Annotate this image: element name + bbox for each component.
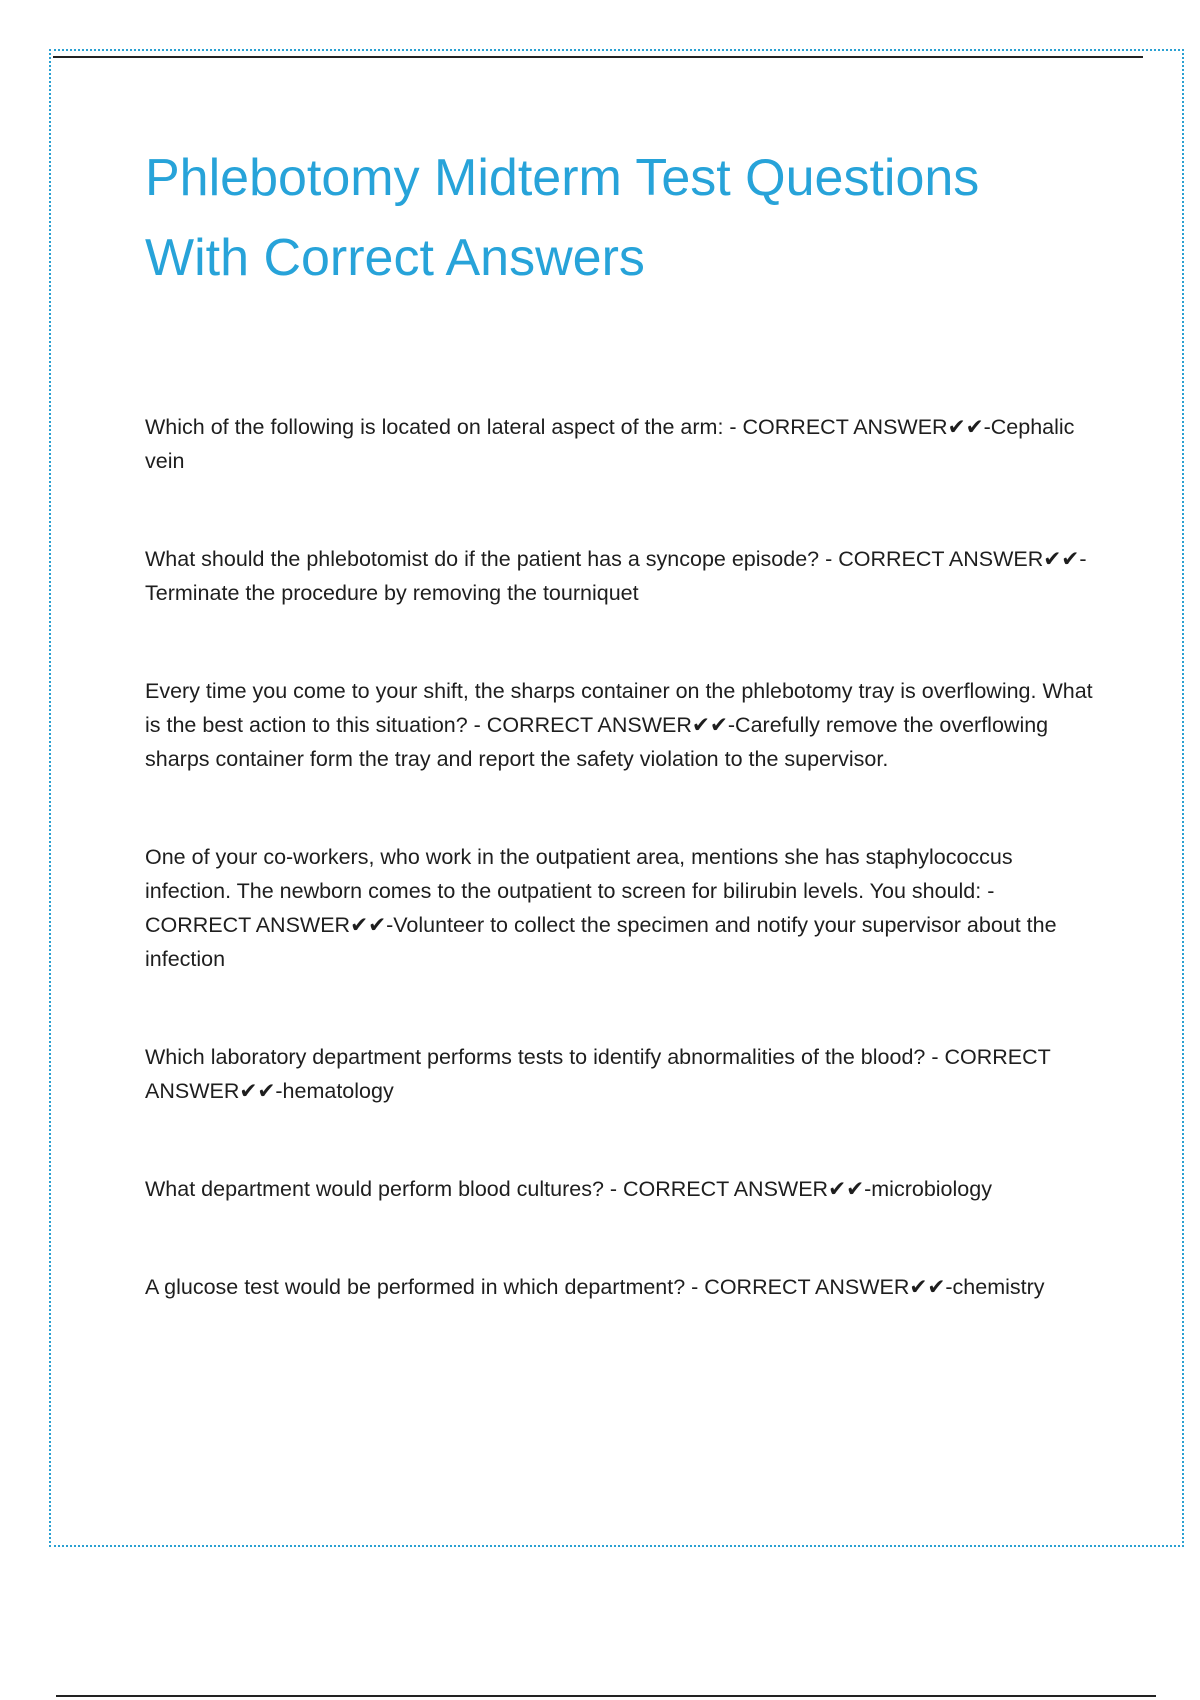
title-line-2: With Correct Answers <box>145 229 645 287</box>
question-item: Which laboratory department performs tests to identify abnormalities of the blood? - CORRECT ANSWER✔✔-hematology <box>145 1045 1051 1103</box>
header-rule <box>53 56 1143 58</box>
question-item: What department would perform blood cultures? - CORRECT ANSWER✔✔-microbiology <box>145 1177 992 1201</box>
title-line-1: Phlebotomy Midterm Test Questions <box>145 149 980 207</box>
footer-rule <box>56 1695 1156 1697</box>
question-list <box>145 410 1095 1304</box>
question-item: One of your co-workers, who work in the outpatient area, mentions she has staphylococcus infection. The newborn comes to the outpatient to screen for bilirubin levels. You should: - CORRECT ANSWER✔✔-Volunteer to collect the specimen and notify your supervisor about the infection <box>145 845 1057 971</box>
question-item: Every time you come to your shift, the sharps container on the phlebotomy tray is overflowing. What is the best action to this situation? - CORRECT ANSWER✔✔-Carefully remove the overflowing sharps container form the tray and report the safety violation to the supervisor. <box>145 679 1093 771</box>
question-item: Which of the following is located on lateral aspect of the arm: - CORRECT ANSWER✔✔-Cephalic vein <box>145 415 1075 473</box>
question-item: A glucose test would be performed in which department? - CORRECT ANSWER✔✔-chemistry <box>145 1275 1045 1299</box>
page-title <box>145 138 1105 298</box>
question-item: What should the phlebotomist do if the patient has a syncope episode? - CORRECT ANSWER✔✔-Terminate the procedure by removing the tourniquet <box>145 547 1087 605</box>
